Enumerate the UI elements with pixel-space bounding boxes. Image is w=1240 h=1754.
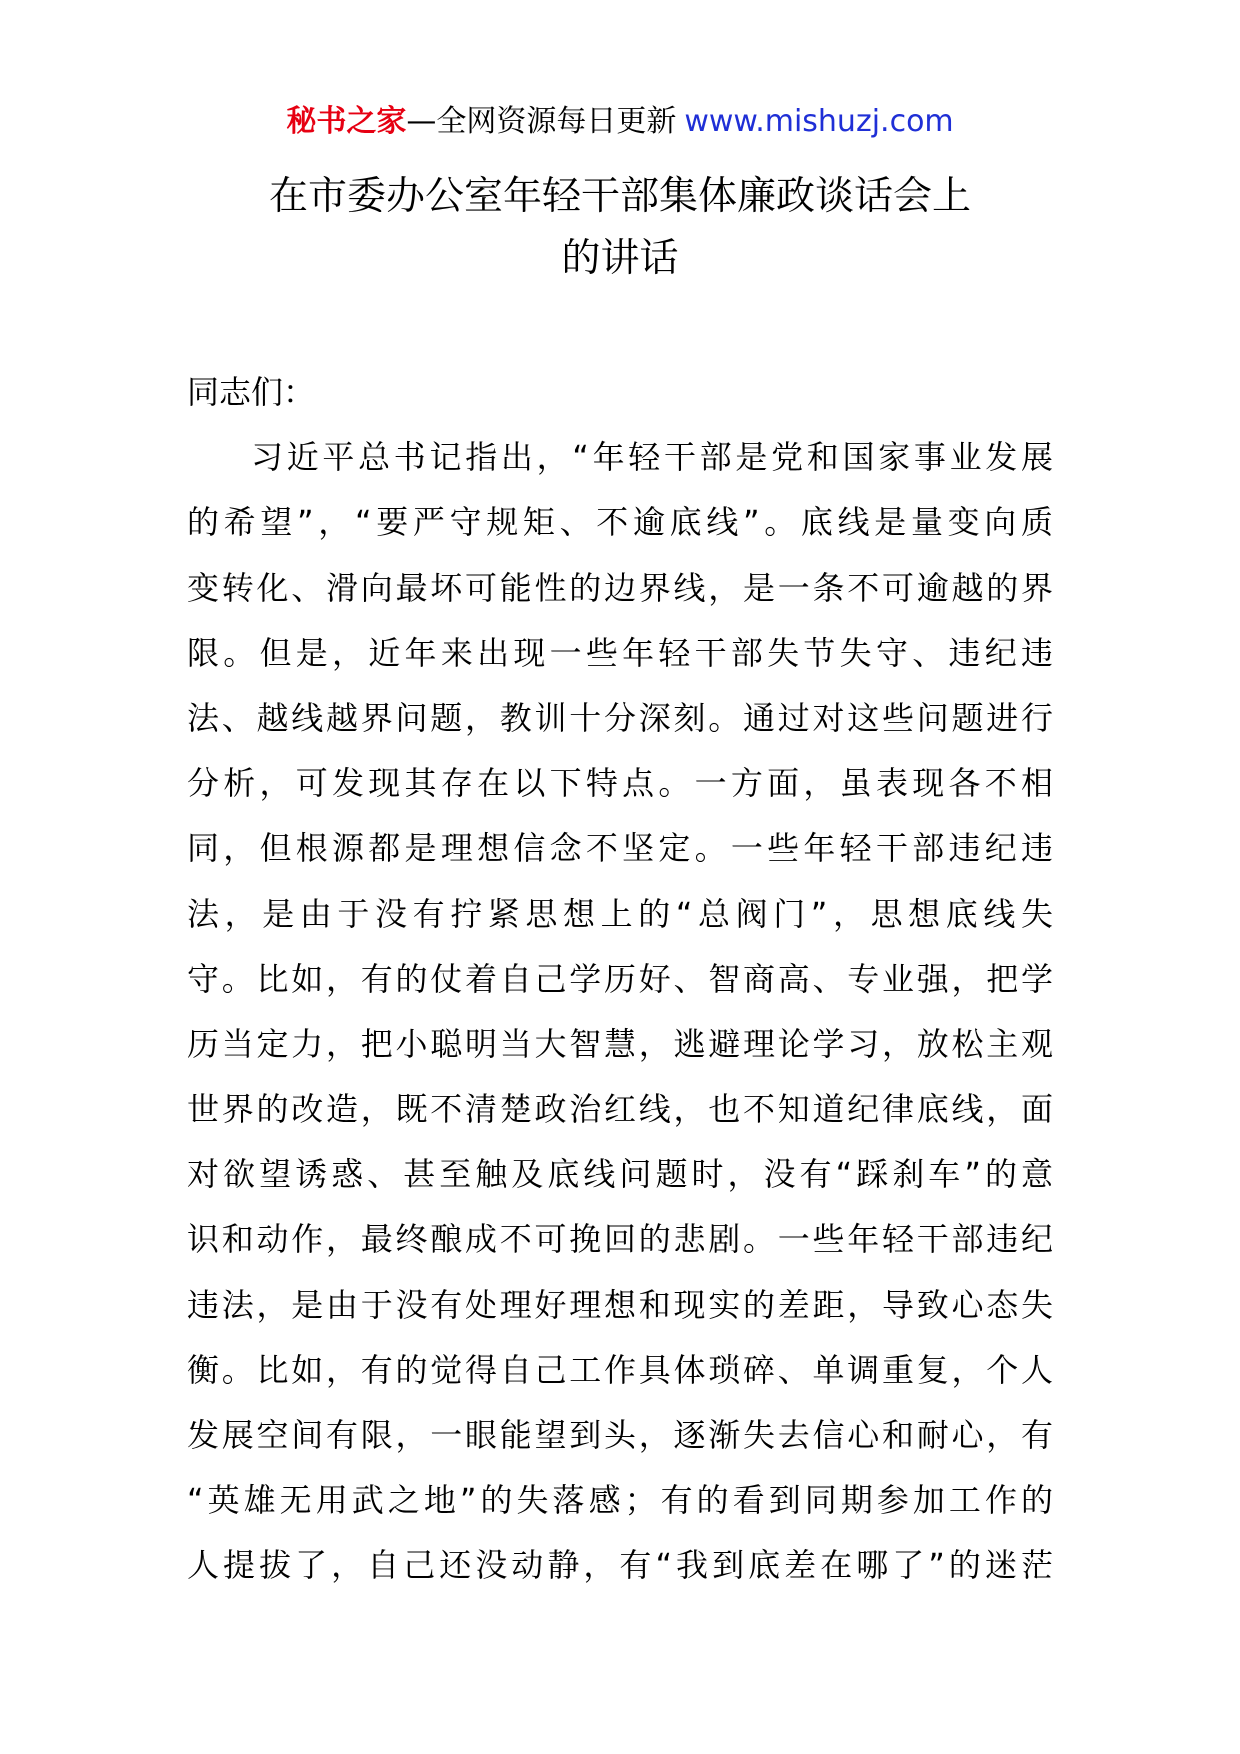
body-line: 限。但是，近年来出现一些年轻干部失节失守、违纪违: [187, 633, 1053, 672]
body-line: 发展空间有限，一眼能望到头，逐渐失去信心和耐心，有: [187, 1416, 1053, 1454]
title-line-2: 的讲话: [561, 236, 679, 281]
body-line: 分析，可发现其存在以下特点。一方面，虽表现各不相: [187, 764, 1053, 803]
document-body: [187, 360, 1053, 1599]
body-line: 变转化、滑向最坏可能性的边界线，是一条不可逾越的界: [187, 568, 1053, 607]
header-tagline: —全网资源每日更新: [406, 104, 677, 139]
body-line: 守。比如，有的仗着自己学历好、智商高、专业强，把学: [187, 959, 1053, 998]
site-url[interactable]: www.mishuzj.com: [684, 104, 954, 139]
body-line: “英雄无用武之地”的失落感；有的看到同期参加工作的: [187, 1481, 1053, 1520]
body-line: 历当定力，把小聪明当大智慧，逃避理论学习，放松主观: [187, 1024, 1053, 1063]
body-line: 法，是由于没有拧紧思想上的“总阀门”，思想底线失: [187, 894, 1053, 933]
body-line: 习近平总书记指出，“年轻干部是党和国家事业发展: [251, 438, 1053, 477]
document-header: [0, 100, 1240, 144]
body-line: 违法，是由于没有处理好理想和现实的差距，导致心态失: [187, 1285, 1053, 1324]
body-line: 识和动作，最终酿成不可挽回的悲剧。一些年轻干部违纪: [187, 1220, 1053, 1259]
title-line-1: 在市委办公室年轻干部集体廉政谈话会上: [268, 174, 971, 219]
body-line: 法、越线越界问题，教训十分深刻。通过对这些问题进行: [187, 698, 1053, 737]
body-line: 的希望”，“要严守规矩、不逾底线”。底线是量变向质: [187, 503, 1053, 542]
body-line: 世界的改造，既不清楚政治红线，也不知道纪律底线，面: [187, 1090, 1053, 1129]
body-line: 同，但根源都是理想信念不坚定。一些年轻干部违纪违: [187, 829, 1053, 868]
body-line: 衡。比如，有的觉得自己工作具体琐碎、单调重复，个人: [187, 1350, 1053, 1389]
salutation: 同志们：: [187, 373, 316, 411]
document-title: [0, 166, 1240, 290]
body-line: 对欲望诱惑、甚至触及底线问题时，没有“踩刹车”的意: [187, 1155, 1053, 1194]
brand-name: 秘书之家: [286, 104, 407, 139]
body-line: 人提拔了，自己还没动静，有“我到底差在哪了”的迷茫: [187, 1546, 1053, 1585]
